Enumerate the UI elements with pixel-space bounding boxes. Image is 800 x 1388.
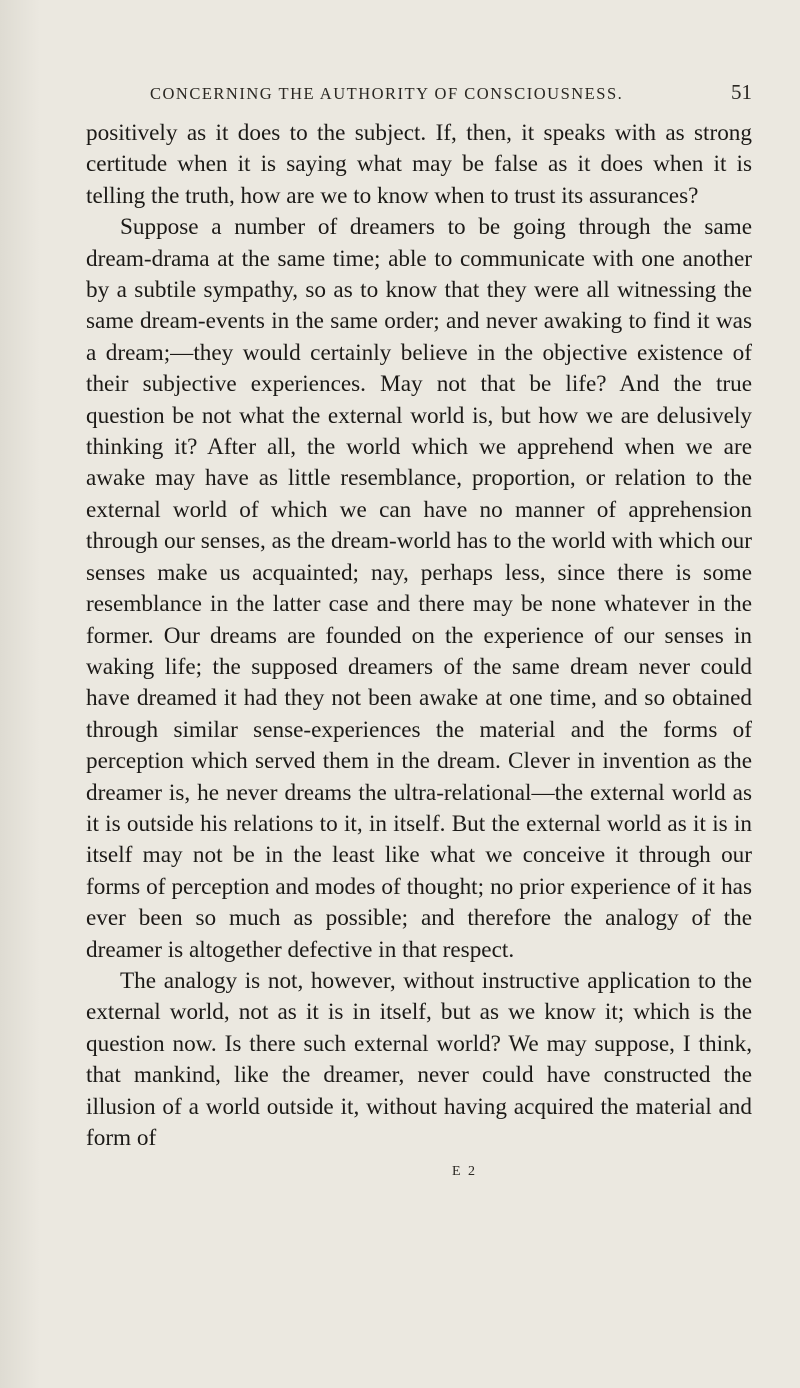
running-head bbox=[150, 80, 752, 105]
paragraph-1: positively as it does to the subject. If, then, it speaks with as strong certitude when it is saying what may be false as it does when it is telling the truth, how are we to know when to trust its assurances? bbox=[86, 120, 752, 209]
page-number: 51 bbox=[731, 80, 752, 104]
signature-mark: E 2 bbox=[452, 1164, 478, 1179]
paragraph-3: The analogy is not, however, without instructive application to the external world, not as it is in itself, but as we know it; which is the question now. Is there such external world? We may suppose, I think, that mankind, like the dreamer, never could have constructed the illusion of a world outside it, without having acquired the material and form of bbox=[86, 967, 752, 1151]
running-title: CONCERNING THE AUTHORITY OF CONSCIOUSNESS. bbox=[150, 84, 624, 103]
body-text bbox=[86, 118, 752, 1154]
paragraph-2: Suppose a number of dreamers to be going through the same dream-drama at the same time; able to communicate with one another by a subtile sympathy, so as to know that they were all witnessing the same dream-events in the same order; and never awaking to find it was a dream;—they would certainly believe in the objective existence of their subjective experiences. May not that be life? And the true question be not what the external world is, but how we are delusively thinking it? After all, the world which we apprehend when we are awake may have as little resemblance, proportion, or relation to the external world of which we can have no manner of apprehension through our senses, as the dream-world has to the world with which our senses make us acquainted; nay, perhaps less, since there is some resemblance in the latter case and there may be none whatever in the former. Our dreams are founded on the experience of our senses in waking life; the supposed dreamers of the same dream never could have dreamed it had they not been awake at one time, and so obtained through similar sense-experiences the material and the forms of perception which served them in the dream. Clever in invention as the dreamer is, he never dreams the ultra-relational—the external world as it is outside his relations to it, in itself. But the external world as it is in itself may not be in the least like what we conceive it through our forms of perception and modes of thought; no prior experience of it has ever been so much as possible; and therefore the analogy of the dreamer is altogether defective in that respect. bbox=[86, 214, 752, 963]
